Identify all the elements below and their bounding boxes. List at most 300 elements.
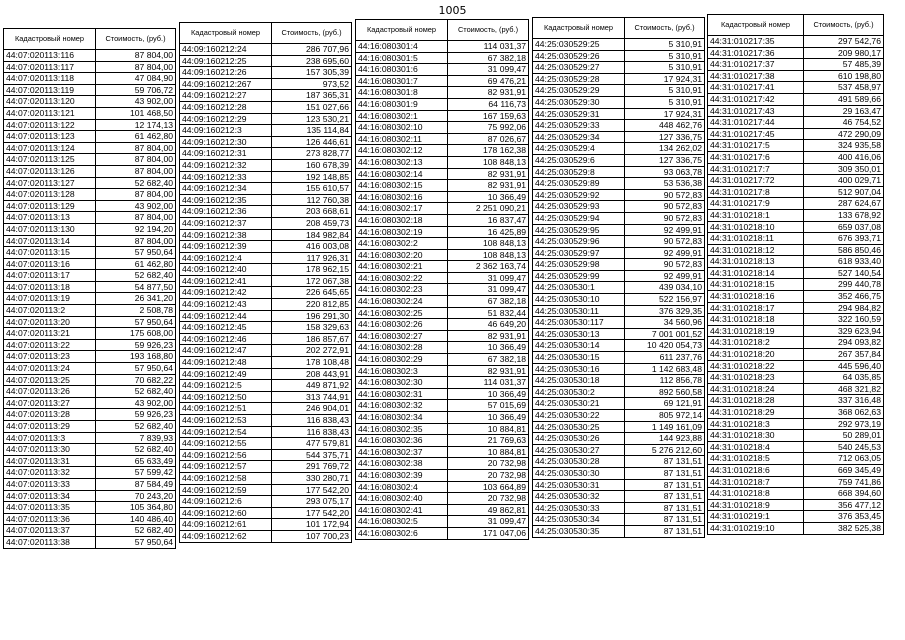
cadastral-number-cell: 44:07:020113:32 <box>4 467 96 479</box>
table-row <box>708 418 884 430</box>
cadastral-number-cell: 44:31:010218:12 <box>708 244 804 256</box>
cost-cell: 1 149 161,09 <box>625 421 705 433</box>
cadastral-number-cell: 44:07:020113:17 <box>4 270 96 282</box>
cost-cell: 1 142 683,48 <box>625 363 705 375</box>
header-cadastral-number: Кадастровый номер <box>533 18 625 39</box>
table-row <box>708 244 884 256</box>
table-row <box>356 400 529 412</box>
cost-cell: 712 063,05 <box>804 453 884 465</box>
cost-cell: 294 984,82 <box>804 302 884 314</box>
table-row <box>708 349 884 361</box>
cadastral-number-cell: 44:07:020113:121 <box>4 107 96 119</box>
cadastral-number-cell: 44:31:010218:29 <box>708 407 804 419</box>
table-row <box>533 178 705 190</box>
cost-cell: 175 608,00 <box>96 328 176 340</box>
cost-cell: 101 468,50 <box>96 107 176 119</box>
table-row <box>356 423 529 435</box>
cost-cell: 17 924,31 <box>625 73 705 85</box>
table-row <box>4 165 176 177</box>
cadastral-number-cell: 44:09:160212:30 <box>180 136 272 148</box>
cost-cell: 10 366,49 <box>448 191 529 203</box>
table-row <box>4 247 176 259</box>
table-row <box>533 143 705 155</box>
table-row <box>708 453 884 465</box>
header-cadastral-number: Кадастровый номер <box>708 15 804 36</box>
table-row <box>180 345 352 357</box>
cadastral-number-cell: 44:16:080302:14 <box>356 168 448 180</box>
cadastral-number-cell: 44:16:080302:27 <box>356 330 448 342</box>
table-row <box>356 203 529 215</box>
cadastral-number-cell: 44:16:080302:16 <box>356 191 448 203</box>
cost-cell: 676 393,71 <box>804 233 884 245</box>
table-row <box>356 458 529 470</box>
table-row <box>4 490 176 502</box>
cost-cell: 172 067,38 <box>272 275 352 287</box>
cadastral-number-cell: 44:09:160212:37 <box>180 217 272 229</box>
table-row <box>533 294 705 306</box>
cadastral-number-cell: 44:25:030530:34 <box>533 514 625 526</box>
table-row <box>708 256 884 268</box>
table-row <box>4 536 176 548</box>
table-row <box>4 270 176 282</box>
table-row <box>708 407 884 419</box>
header-cadastral-number: Кадастровый номер <box>180 23 272 44</box>
cost-cell: 59 926,23 <box>96 409 176 421</box>
cadastral-number-cell: 44:09:160212:40 <box>180 264 272 276</box>
cadastral-number-cell: 44:09:160212:28 <box>180 101 272 113</box>
cadastral-number-cell: 44:07:020113:37 <box>4 525 96 537</box>
cadastral-number-cell: 44:31:010217:41 <box>708 82 804 94</box>
cost-cell: 322 160,59 <box>804 314 884 326</box>
cost-cell: 90 572,83 <box>625 189 705 201</box>
cost-cell: 368 062,63 <box>804 407 884 419</box>
cadastral-number-cell: 44:25:030530:33 <box>533 502 625 514</box>
table-row <box>4 223 176 235</box>
table-row <box>4 142 176 154</box>
cost-cell: 57 485,39 <box>804 59 884 71</box>
table-row <box>356 191 529 203</box>
cadastral-number-cell: 44:31:010218:23 <box>708 372 804 384</box>
cost-cell: 134 262,02 <box>625 143 705 155</box>
cadastral-number-cell: 44:25:030530:117 <box>533 317 625 329</box>
cost-cell: 20 732,98 <box>448 469 529 481</box>
table-row <box>708 383 884 395</box>
cost-cell: 299 440,78 <box>804 279 884 291</box>
table-row <box>180 229 352 241</box>
cadastral-number-cell: 44:09:160212:35 <box>180 194 272 206</box>
cost-cell: 108 848,13 <box>448 249 529 261</box>
cost-cell: 659 037,08 <box>804 221 884 233</box>
cadastral-number-cell: 44:31:010217:5 <box>708 140 804 152</box>
cost-cell: 416 003,08 <box>272 241 352 253</box>
cadastral-number-cell: 44:09:160212:34 <box>180 183 272 195</box>
cost-cell: 57 950,64 <box>96 363 176 375</box>
cost-cell: 126 446,61 <box>272 136 352 148</box>
table-row <box>533 433 705 445</box>
cadastral-number-cell: 44:16:080302:41 <box>356 504 448 516</box>
table-row <box>708 163 884 175</box>
cost-cell: 203 668,61 <box>272 206 352 218</box>
cadastral-number-cell: 44:31:010218:24 <box>708 383 804 395</box>
table-row <box>4 455 176 467</box>
table-row <box>533 224 705 236</box>
table-row <box>533 305 705 317</box>
cost-cell: 82 931,91 <box>448 87 529 99</box>
cost-cell: 291 769,72 <box>272 461 352 473</box>
cadastral-number-cell: 44:25:030529:31 <box>533 108 625 120</box>
table-row <box>4 397 176 409</box>
table-row <box>356 98 529 110</box>
table-row <box>533 410 705 422</box>
table-row <box>4 351 176 363</box>
cadastral-number-cell: 44:09:160212:48 <box>180 357 272 369</box>
table-row <box>533 201 705 213</box>
table-row <box>708 267 884 279</box>
table-row <box>533 514 705 526</box>
cost-cell: 92 499,91 <box>625 224 705 236</box>
cadastral-number-cell: 44:16:080302:20 <box>356 249 448 261</box>
cadastral-number-cell: 44:07:020113:14 <box>4 235 96 247</box>
table-row <box>708 209 884 221</box>
cadastral-number-cell: 44:07:020113:3 <box>4 432 96 444</box>
page-number: 1005 <box>438 4 467 17</box>
table-row <box>4 525 176 537</box>
table-row <box>356 168 529 180</box>
table-row <box>180 113 352 125</box>
cadastral-number-cell: 44:25:030529:26 <box>533 50 625 62</box>
cost-cell: 2 508,78 <box>96 305 176 317</box>
table-row <box>4 200 176 212</box>
cadastral-number-cell: 44:09:160212:25 <box>180 55 272 67</box>
table-row <box>356 238 529 250</box>
cadastral-table-1 <box>3 28 176 549</box>
cadastral-number-cell: 44:16:080301:7 <box>356 75 448 87</box>
cadastral-number-cell: 44:07:020113:27 <box>4 397 96 409</box>
table-row <box>4 478 176 490</box>
cadastral-number-cell: 44:25:030529:89 <box>533 178 625 190</box>
cadastral-number-cell: 44:25:030530:14 <box>533 340 625 352</box>
cadastral-number-cell: 44:25:030529:92 <box>533 189 625 201</box>
cadastral-number-cell: 44:09:160212:31 <box>180 148 272 160</box>
cost-cell: 140 486,40 <box>96 513 176 525</box>
header-cadastral-number: Кадастровый номер <box>356 20 448 41</box>
table-row <box>4 502 176 514</box>
cadastral-number-cell: 44:16:080302:30 <box>356 377 448 389</box>
cadastral-number-cell: 44:31:010218:4 <box>708 441 804 453</box>
table-row <box>533 444 705 456</box>
cost-cell: 400 029,71 <box>804 175 884 187</box>
cost-cell: 337 316,48 <box>804 395 884 407</box>
cadastral-table-3 <box>355 19 529 540</box>
table-row <box>533 96 705 108</box>
cadastral-number-cell: 44:25:030529:99 <box>533 270 625 282</box>
table-row <box>4 96 176 108</box>
cost-cell: 133 678,92 <box>804 209 884 221</box>
cadastral-number-cell: 44:07:020113:36 <box>4 513 96 525</box>
cadastral-number-cell: 44:16:080301:8 <box>356 87 448 99</box>
cadastral-number-cell: 44:07:020113:125 <box>4 154 96 166</box>
table-row <box>533 166 705 178</box>
table-row <box>533 212 705 224</box>
cadastral-number-cell: 44:16:080302:37 <box>356 446 448 458</box>
cost-cell: 324 935,58 <box>804 140 884 152</box>
cadastral-number-cell: 44:25:030530:27 <box>533 444 625 456</box>
cost-cell: 90 572,83 <box>625 201 705 213</box>
cadastral-number-cell: 44:31:010218:13 <box>708 256 804 268</box>
table-row <box>356 249 529 261</box>
cadastral-number-cell: 44:07:020113:25 <box>4 374 96 386</box>
cadastral-number-cell: 44:25:030530:30 <box>533 467 625 479</box>
cost-cell: 17 924,31 <box>625 108 705 120</box>
cadastral-number-cell: 44:31:010217:45 <box>708 128 804 140</box>
cost-cell: 400 416,06 <box>804 151 884 163</box>
cost-cell: 16 425,89 <box>448 226 529 238</box>
cost-cell: 87 804,00 <box>96 212 176 224</box>
cost-cell: 16 837,47 <box>448 214 529 226</box>
cadastral-number-cell: 44:07:020113:29 <box>4 421 96 433</box>
cadastral-number-cell: 44:07:020113:129 <box>4 200 96 212</box>
cadastral-number-cell: 44:09:160212:27 <box>180 90 272 102</box>
cadastral-number-cell: 44:07:020113:34 <box>4 490 96 502</box>
cadastral-number-cell: 44:07:020113:126 <box>4 165 96 177</box>
cost-cell: 273 828,77 <box>272 148 352 160</box>
cadastral-number-cell: 44:16:080302:4 <box>356 481 448 493</box>
cadastral-number-cell: 44:31:010217:42 <box>708 93 804 105</box>
cost-cell: 31 099,47 <box>448 64 529 76</box>
cadastral-number-cell: 44:16:080302:19 <box>356 226 448 238</box>
table-row <box>533 352 705 364</box>
cadastral-number-cell: 44:07:020113:19 <box>4 293 96 305</box>
cost-cell: 46 649,20 <box>448 319 529 331</box>
table-row <box>4 444 176 456</box>
cadastral-number-cell: 44:07:020113:117 <box>4 61 96 73</box>
table-row <box>533 108 705 120</box>
table-row <box>533 386 705 398</box>
cost-cell: 352 466,75 <box>804 291 884 303</box>
cost-cell: 158 329,63 <box>272 322 352 334</box>
cadastral-number-cell: 44:31:010218:22 <box>708 360 804 372</box>
cadastral-number-cell: 44:09:160212:39 <box>180 241 272 253</box>
cadastral-number-cell: 44:25:030529:97 <box>533 247 625 259</box>
cadastral-table-4 <box>532 17 705 538</box>
table-row <box>180 368 352 380</box>
cadastral-number-cell: 44:16:080302:22 <box>356 272 448 284</box>
cost-cell: 220 812,85 <box>272 299 352 311</box>
table-row <box>356 377 529 389</box>
table-row <box>708 337 884 349</box>
cadastral-number-cell: 44:25:030529:8 <box>533 166 625 178</box>
cadastral-number-cell: 44:09:160212:60 <box>180 507 272 519</box>
cost-cell: 87 131,51 <box>625 491 705 503</box>
table-row <box>4 409 176 421</box>
table-row <box>180 252 352 264</box>
cost-cell: 477 579,81 <box>272 438 352 450</box>
table-row <box>356 388 529 400</box>
cost-cell: 92 194,20 <box>96 223 176 235</box>
cost-cell: 112 760,38 <box>272 194 352 206</box>
cost-cell: 53 536,38 <box>625 178 705 190</box>
cadastral-number-cell: 44:07:020113:130 <box>4 223 96 235</box>
table-row <box>356 284 529 296</box>
table-row <box>180 55 352 67</box>
cadastral-number-cell: 44:09:160212:61 <box>180 519 272 531</box>
cadastral-number-cell: 44:07:020113:22 <box>4 339 96 351</box>
cost-cell: 10 366,49 <box>448 388 529 400</box>
cadastral-number-cell: 44:25:030529:94 <box>533 212 625 224</box>
cost-cell: 186 857,67 <box>272 333 352 345</box>
cadastral-number-cell: 44:07:020113:124 <box>4 142 96 154</box>
table-row <box>708 233 884 245</box>
cost-cell: 472 290,09 <box>804 128 884 140</box>
cadastral-number-cell: 44:31:010218:18 <box>708 314 804 326</box>
cadastral-number-cell: 44:31:010217:36 <box>708 47 804 59</box>
table-row <box>356 342 529 354</box>
cost-cell: 10 884,81 <box>448 423 529 435</box>
table-row <box>533 491 705 503</box>
cadastral-number-cell: 44:09:160212:51 <box>180 403 272 415</box>
cost-cell: 805 972,14 <box>625 410 705 422</box>
cost-cell: 101 172,94 <box>272 519 352 531</box>
table-row <box>708 314 884 326</box>
table-row <box>708 47 884 59</box>
cost-cell: 116 838,43 <box>272 426 352 438</box>
cadastral-number-cell: 44:31:010218:16 <box>708 291 804 303</box>
table-row <box>708 464 884 476</box>
table-row <box>4 258 176 270</box>
cost-cell: 90 572,83 <box>625 259 705 271</box>
table-row <box>4 513 176 525</box>
table-row <box>708 93 884 105</box>
cost-cell: 491 589,66 <box>804 93 884 105</box>
cost-cell: 117 926,31 <box>272 252 352 264</box>
cost-cell: 57 950,64 <box>96 316 176 328</box>
table-row <box>180 380 352 392</box>
cost-cell: 87 131,51 <box>625 456 705 468</box>
cost-cell: 67 382,18 <box>448 296 529 308</box>
table-row <box>533 50 705 62</box>
table-row <box>356 516 529 528</box>
table-row <box>708 511 884 523</box>
header-cost: Стоимость, (руб.) <box>448 20 529 41</box>
table-row <box>180 264 352 276</box>
cadastral-number-cell: 44:16:080302:21 <box>356 261 448 273</box>
cadastral-number-cell: 44:09:160212:6 <box>180 496 272 508</box>
table-row <box>356 354 529 366</box>
cadastral-number-cell: 44:25:030529:95 <box>533 224 625 236</box>
table-row <box>180 171 352 183</box>
table-row <box>356 307 529 319</box>
table-row <box>180 90 352 102</box>
cadastral-number-cell: 44:09:160212:45 <box>180 322 272 334</box>
cost-cell: 87 804,00 <box>96 142 176 154</box>
table-row <box>356 226 529 238</box>
table-row <box>180 194 352 206</box>
cadastral-number-cell: 44:16:080301:9 <box>356 98 448 110</box>
cost-cell: 87 131,51 <box>625 467 705 479</box>
cost-cell: 668 394,60 <box>804 488 884 500</box>
table-row <box>356 133 529 145</box>
cadastral-number-cell: 44:16:080302:26 <box>356 319 448 331</box>
cost-cell: 59 926,23 <box>96 339 176 351</box>
cadastral-number-cell: 44:09:160212:5 <box>180 380 272 392</box>
cadastral-number-cell: 44:07:020113:35 <box>4 502 96 514</box>
table-row <box>4 316 176 328</box>
table-row <box>533 421 705 433</box>
cost-cell: 87 131,51 <box>625 479 705 491</box>
table-row <box>4 131 176 143</box>
cost-cell: 50 289,01 <box>804 430 884 442</box>
cadastral-number-cell: 44:09:160212:49 <box>180 368 272 380</box>
cost-cell: 10 366,49 <box>448 412 529 424</box>
cadastral-number-cell: 44:25:030530:35 <box>533 525 625 537</box>
cost-cell: 127 336,75 <box>625 131 705 143</box>
cost-cell: 586 850,46 <box>804 244 884 256</box>
cadastral-number-cell: 44:16:080302:17 <box>356 203 448 215</box>
cost-cell: 70 243,20 <box>96 490 176 502</box>
cost-cell: 178 962,15 <box>272 264 352 276</box>
cadastral-number-cell: 44:25:030529:28 <box>533 73 625 85</box>
table-row <box>180 426 352 438</box>
cadastral-number-cell: 44:07:020113:21 <box>4 328 96 340</box>
table-row <box>4 84 176 96</box>
cadastral-number-cell: 44:16:080302:5 <box>356 516 448 528</box>
table-row <box>533 259 705 271</box>
cost-cell: 57 015,69 <box>448 400 529 412</box>
table-row <box>180 241 352 253</box>
table-row <box>533 375 705 387</box>
cost-cell: 54 877,50 <box>96 281 176 293</box>
cost-cell: 31 099,47 <box>448 272 529 284</box>
cadastral-number-cell: 44:16:080302:3 <box>356 365 448 377</box>
table-row <box>533 154 705 166</box>
table-row <box>533 398 705 410</box>
table-row <box>708 325 884 337</box>
table-row <box>4 339 176 351</box>
cost-cell: 329 623,94 <box>804 325 884 337</box>
cost-cell: 151 027,66 <box>272 101 352 113</box>
cost-cell: 7 839,93 <box>96 432 176 444</box>
table-row <box>356 469 529 481</box>
cadastral-number-cell: 44:25:030529:4 <box>533 143 625 155</box>
cadastral-number-cell: 44:09:160212:41 <box>180 275 272 287</box>
cost-cell: 34 560,96 <box>625 317 705 329</box>
table-row <box>708 128 884 140</box>
cadastral-number-cell: 44:07:020113:23 <box>4 351 96 363</box>
table-row <box>180 472 352 484</box>
table-row <box>4 281 176 293</box>
cost-cell: 5 310,91 <box>625 39 705 51</box>
cost-cell: 75 992,06 <box>448 122 529 134</box>
cost-cell: 10 420 054,73 <box>625 340 705 352</box>
cadastral-number-cell: 44:16:080302:1 <box>356 110 448 122</box>
cost-cell: 294 093,82 <box>804 337 884 349</box>
cost-cell: 52 682,40 <box>96 525 176 537</box>
table-row <box>533 39 705 51</box>
cadastral-number-cell: 44:31:010217:9 <box>708 198 804 210</box>
table-row <box>533 317 705 329</box>
cadastral-number-cell: 44:25:030530:21 <box>533 398 625 410</box>
cadastral-number-cell: 44:31:010218:28 <box>708 395 804 407</box>
cadastral-number-cell: 44:31:010218:10 <box>708 221 804 233</box>
cadastral-number-cell: 44:09:160212:32 <box>180 159 272 171</box>
cadastral-number-cell: 44:25:030530:13 <box>533 328 625 340</box>
cadastral-number-cell: 44:09:160212:4 <box>180 252 272 264</box>
cost-cell: 759 741,86 <box>804 476 884 488</box>
cadastral-number-cell: 44:31:010219:10 <box>708 522 804 534</box>
cost-cell: 65 633,49 <box>96 455 176 467</box>
cadastral-number-cell: 44:31:010218:5 <box>708 453 804 465</box>
cadastral-number-cell: 44:09:160212:33 <box>180 171 272 183</box>
